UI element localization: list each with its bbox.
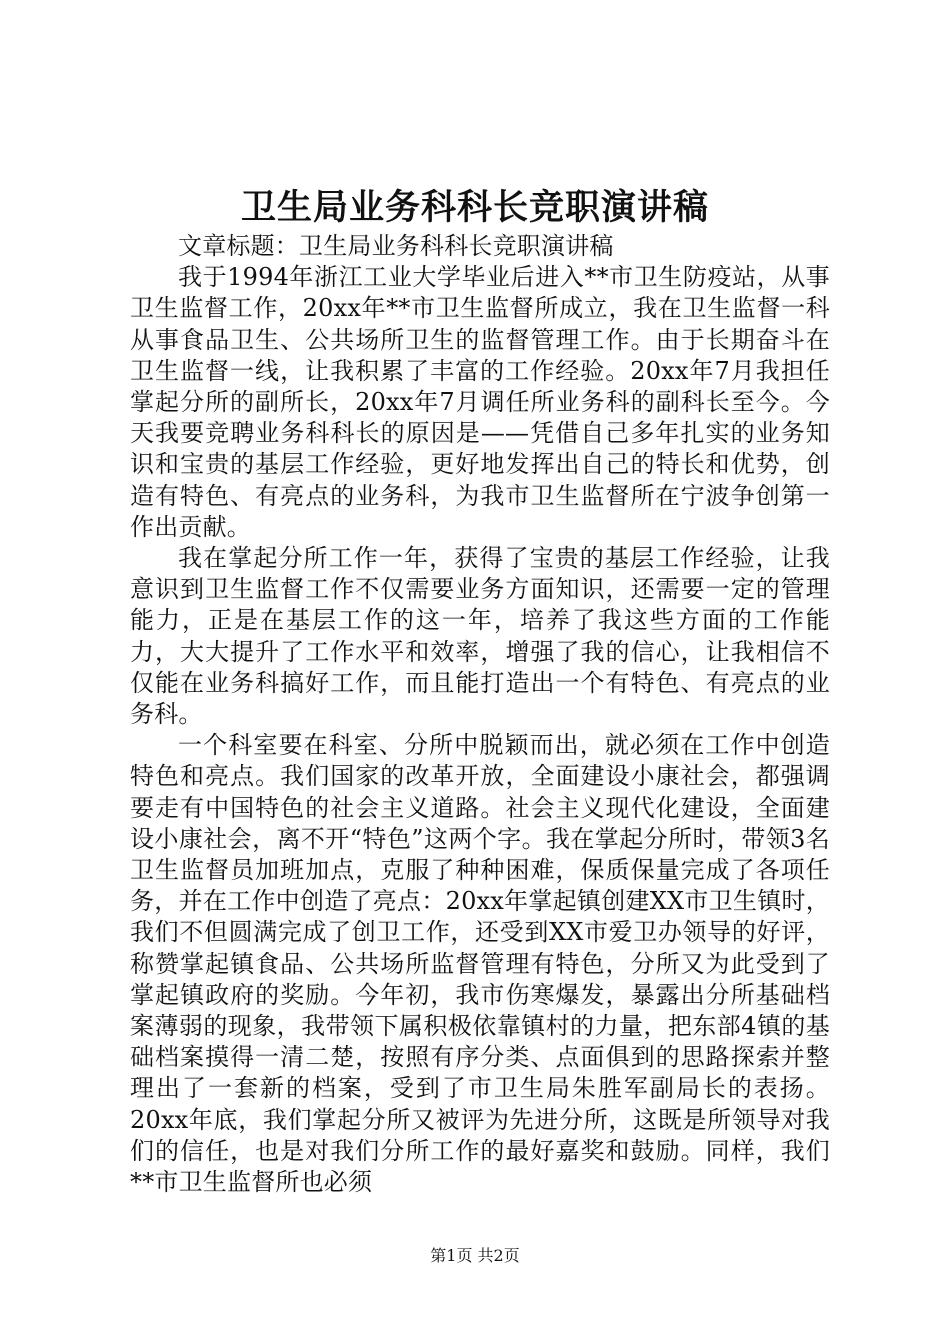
- article-title-line: 文章标题：卫生局业务科科长竞职演讲稿: [178, 232, 614, 260]
- paragraph-1: 我于1994年浙江工业大学毕业后进入**市卫生防疫站，从事卫生监督工作，20xx年**市卫生监督所成立，我在卫生监督一科从事食品卫生、公共场所卫生的监督管理工作。由于长期奋斗在卫生监督一线，让我积累了丰富的工作经验。20xx年7月我担任掌起分所的副所长，20xx年7月调任所业务科的副科长至今。今天我要竞聘业务科科长的原因是——凭借自己多年扎实的业务知识和宝贵的基层工作经验，更好地发挥出自己的特长和优势，创造有特色、有亮点的业务科，为我市卫生监督所在宁波争创第一作出贡献。: [130, 263, 830, 541]
- paragraph-2: 我在掌起分所工作一年，获得了宝贵的基层工作经验，让我意识到卫生监督工作不仅需要业务方面知识，还需要一定的管理能力，正是在基层工作的这一年，培养了我这些方面的工作能力，大大提升了工作水平和效率，增强了我的信心，让我相信不仅能在业务科搞好工作，而且能打造出一个有特色、有亮点的业务科。: [130, 544, 830, 729]
- paragraph-3: 一个科室要在科室、分所中脱颖而出，就必须在工作中创造特色和亮点。我们国家的改革开放，全面建设小康社会，都强调要走有中国特色的社会主义道路。社会主义现代化建设，全面建设小康社会，离不开“特色”这两个字。我在掌起分所时，带领3名卫生监督员加班加点，克服了种种困难，保质保量完成了各项任务，并在工作中创造了亮点：20xx年掌起镇创建XX市卫生镇时，我们不但圆满完成了创卫工作，还受到XX市爱卫办领导的好评，称赞掌起镇食品、公共场所监督管理有特色，分所又为此受到了掌起镇政府的奖励。今年初，我市伤寒爆发，暴露出分所基础档案薄弱的现象，我带领下属积极依靠镇村的力量，把东部4镇的基础档案摸得一清二楚，按照有序分类、点面俱到的思路探索并整理出了一套新的档案，受到了市卫生局朱胜军副局长的表扬。20xx年底，我们掌起分所又被评为先进分所，这既是所领导对我们的信任，也是对我们分所工作的最好嘉奖和鼓励。同样，我们**市卫生监督所也必须: [130, 731, 830, 1197]
- document-body: [130, 231, 830, 1198]
- page-number-footer: 第1页 共2页: [430, 1246, 520, 1265]
- document-title: 卫生局业务科科长竞职演讲稿: [240, 187, 709, 228]
